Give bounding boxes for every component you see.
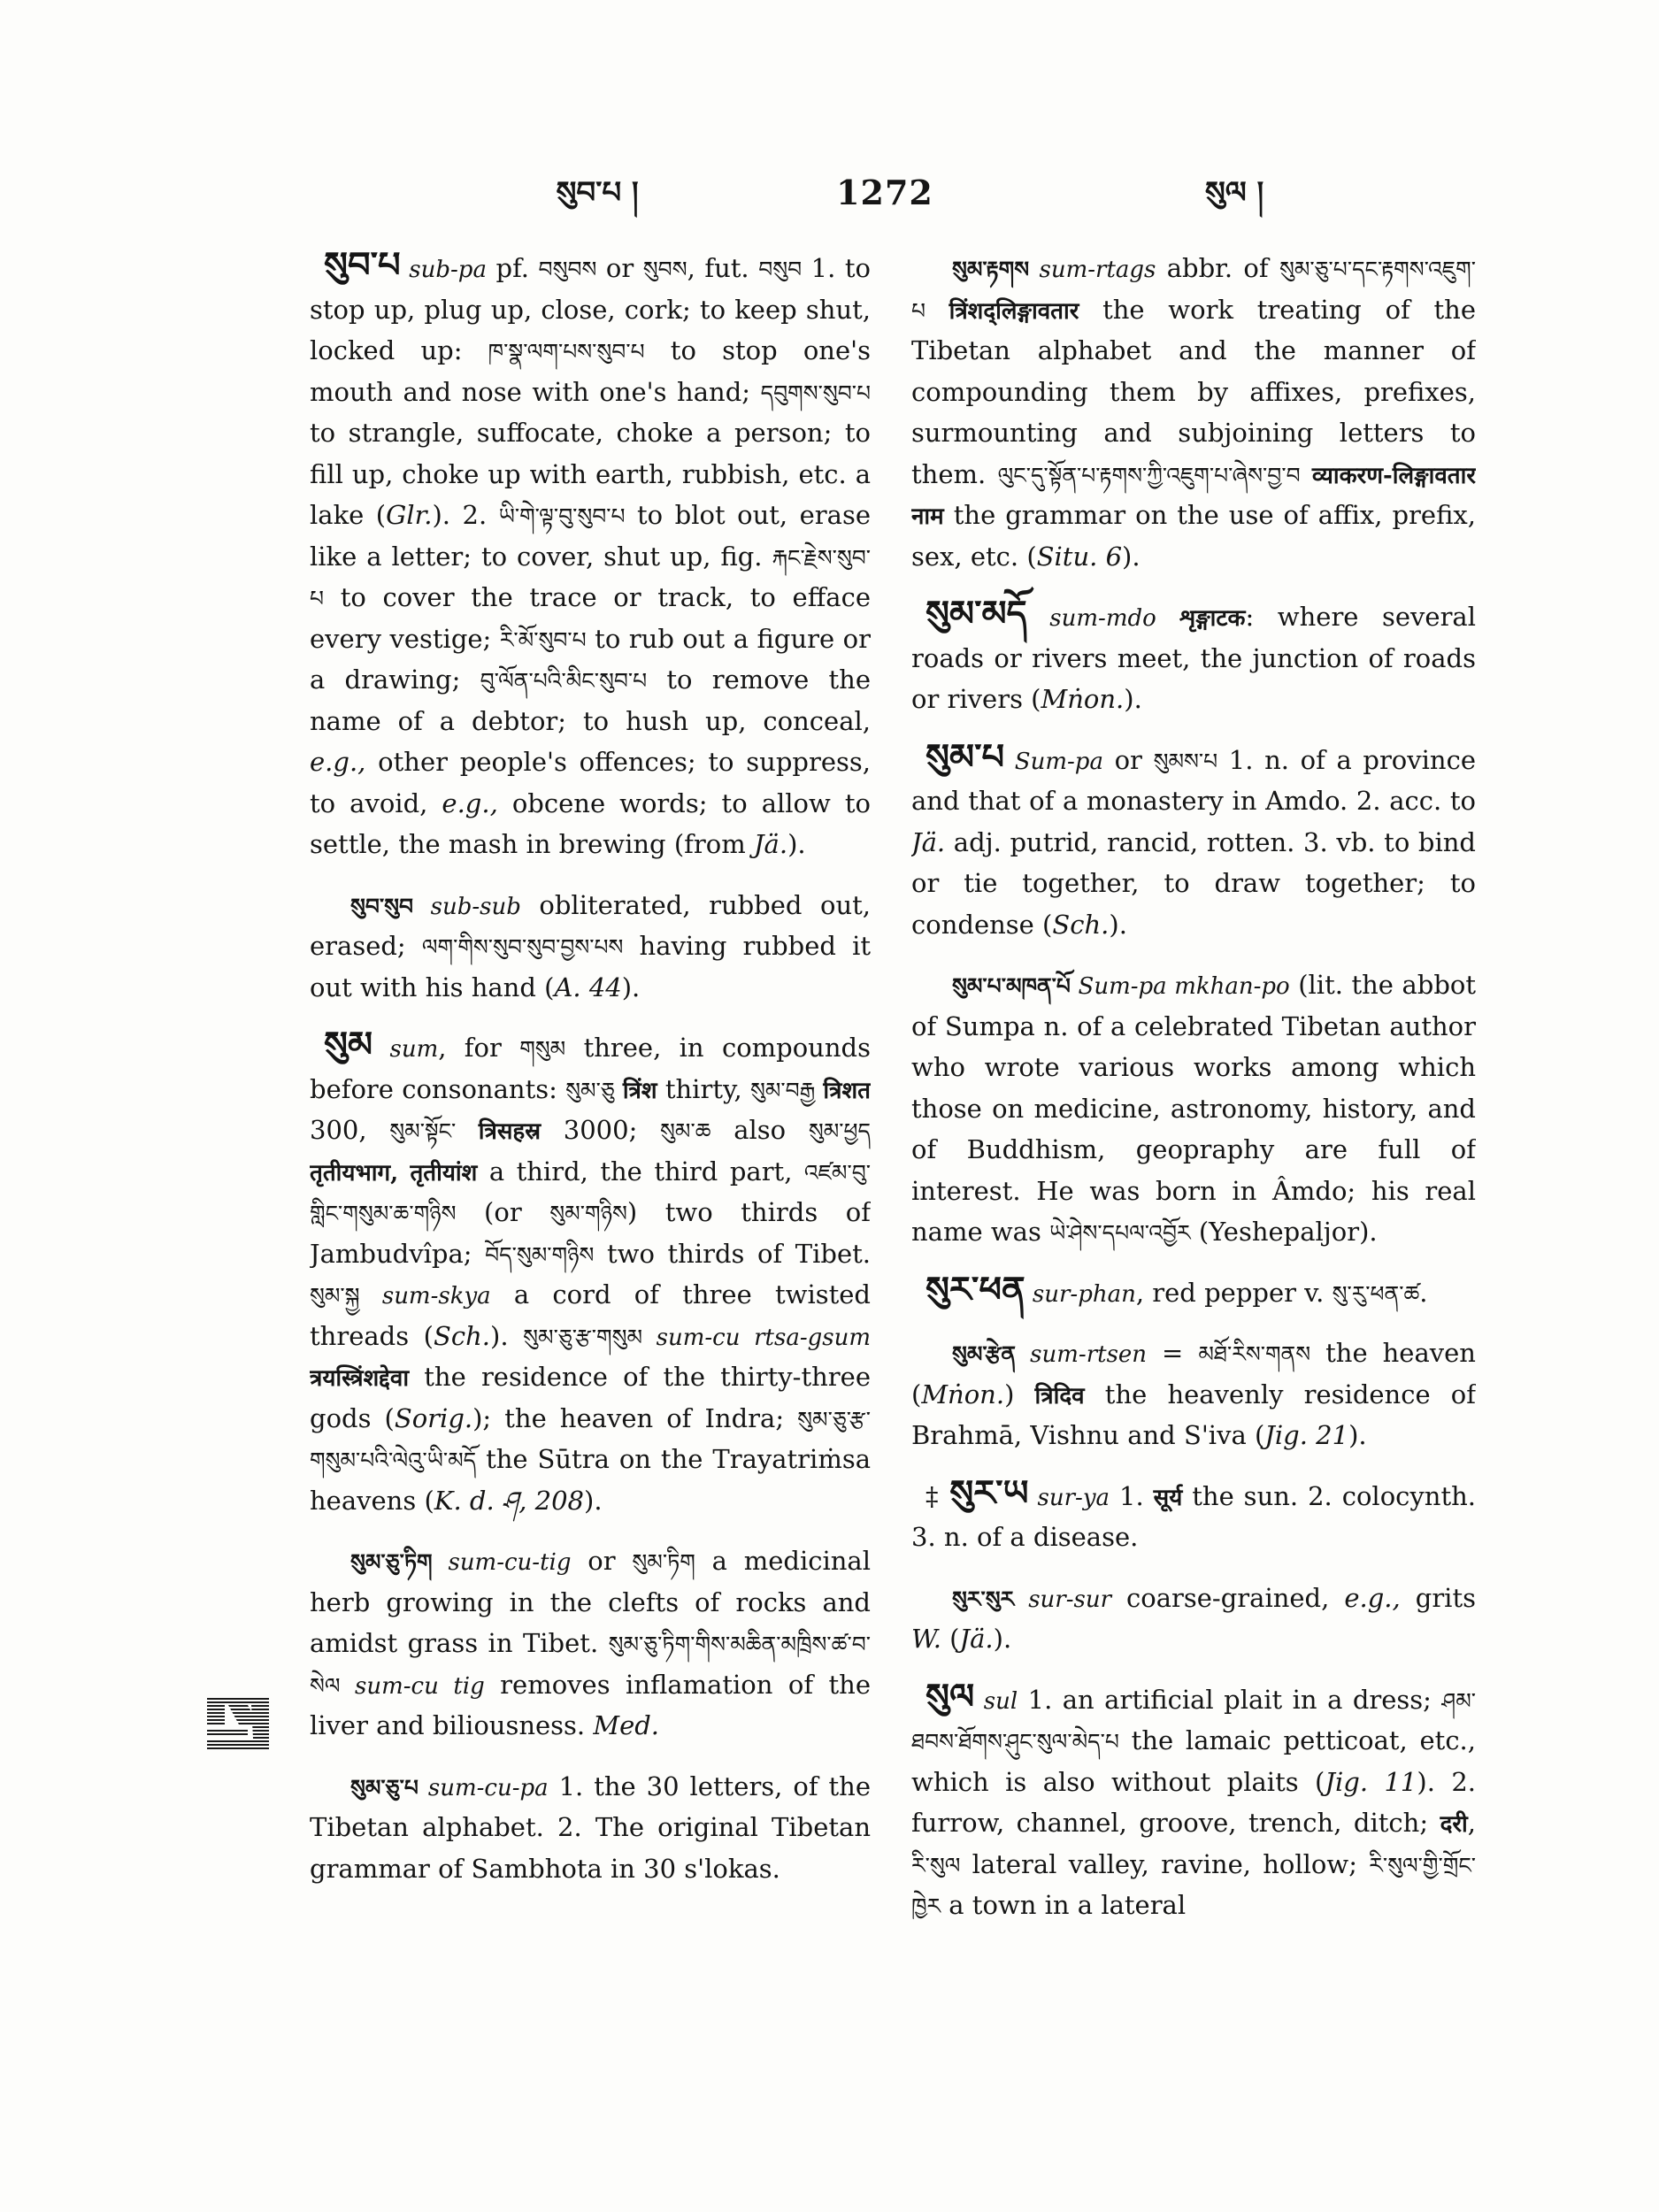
reference: e.g., xyxy=(1344,1582,1401,1613)
sanskrit-text: त्रिंश xyxy=(614,1077,657,1104)
definition-text: 1. to stop up, plug up, close, cork; to keep shut, locked up: xyxy=(310,253,871,365)
sanskrit-text: त्रिशत xyxy=(815,1077,871,1104)
romanization: sum-rtags xyxy=(1029,257,1156,283)
reference: Jig. 21 xyxy=(1264,1420,1349,1450)
definition-text: having rubbed it out with his hand ( xyxy=(310,931,871,1002)
dictionary-entry xyxy=(310,885,871,1009)
tibetan-text: སུམ་ཆ xyxy=(660,1118,711,1144)
tibetan-text: རྐང་རྗེས་སུབ་པ xyxy=(310,544,871,611)
romanization: sub-sub xyxy=(413,893,521,920)
definition-text: ). xyxy=(584,1485,603,1516)
reference: Jä. xyxy=(911,826,946,857)
reference: K. d. ཤ, 208 xyxy=(434,1485,584,1516)
tibetan-text: སུམས་པ xyxy=(1153,748,1218,774)
tibetan-text: སུམ་ཅུ་རྩ་གསུམ་པའི་ལེའུ་ཡི་མདོ xyxy=(310,1406,871,1473)
tibetan-text: བསུབས xyxy=(538,257,597,282)
romanization: sum-cu tig xyxy=(340,1672,485,1700)
tibetan-text: བུ་ལོན་པའི་མིང་སུབ་པ xyxy=(480,668,648,694)
definition-text: 3000; xyxy=(541,1115,661,1145)
tibetan-text: བོད་སུམ་གཉིས xyxy=(485,1241,595,1268)
reference: Sch. xyxy=(434,1320,491,1351)
definition-text: the work treating of the Tibetan alphabet and the manner of compounding them by affixes, prefixes, surmounting and subjoining letters to them. xyxy=(911,294,1476,489)
tibetan-text: སུམ་སྐྱ xyxy=(310,1283,360,1309)
right-column xyxy=(911,248,1476,2004)
headword-tibetan: སུམ xyxy=(324,1024,373,1065)
tibetan-text: འཛམ་བུ་གླིང་གསུམ་ཆ་གཉིས xyxy=(310,1159,871,1226)
definition-text: = xyxy=(1147,1338,1199,1368)
definition-text: obliterated, rubbed out, erased; xyxy=(310,889,871,961)
tibetan-text: རི་སུལ་གྱི་གྲོང་ཁྱེར xyxy=(911,1852,1476,1919)
definition-text: the grammar on the use of affix, prefix, sex, etc. ( xyxy=(911,500,1476,572)
dictionary-entry xyxy=(911,964,1476,1253)
definition-text: to stop one's mouth and nose with one's hand; xyxy=(310,335,871,407)
definition-text: or xyxy=(596,253,643,283)
subentry-headword-tibetan: སུབ་སུབ xyxy=(350,893,414,919)
reference: Sch. xyxy=(1052,909,1110,940)
reference: Med. xyxy=(593,1710,660,1740)
tibetan-text: དབུགས་སུབ་པ xyxy=(760,380,871,406)
dictionary-entry xyxy=(310,1540,871,1747)
dictionary-entry xyxy=(911,593,1476,720)
tibetan-text: སུམ་ཅུ xyxy=(565,1077,615,1103)
sanskrit-text: त्रिदिव xyxy=(1034,1382,1085,1409)
tibetan-text: ཤམ་ཐབས་ཐོགས་ཤུང་སུལ་མེད་པ xyxy=(911,1687,1476,1755)
definition-text: 1. n. of a province and that of a monastery in Amdo. 2. acc. to xyxy=(911,744,1476,816)
romanization: sum xyxy=(373,1036,439,1063)
definition-text: 1. the 30 letters, of the Tibetan alphabet. 2. The original Tibetan grammar of Sambhota in 30 s'lokas. xyxy=(310,1770,871,1884)
definition-text: to strangle, suffocate, choke a person; to fill up, choke up with earth, rubbish, etc. a lake ( xyxy=(310,418,871,530)
definition-text: (or xyxy=(456,1197,550,1227)
definition-text: 300, xyxy=(310,1115,390,1145)
dictionary-entry xyxy=(911,1333,1476,1456)
definition-text: ) two thirds of Jambudvîpa; xyxy=(310,1197,871,1269)
romanization: sum-cu-pa xyxy=(418,1774,549,1801)
reference: Mṅon. xyxy=(921,1379,1005,1409)
reference: Sorig. xyxy=(394,1402,473,1433)
definition-text: grits xyxy=(1400,1582,1476,1613)
subentry-headword-tibetan: སུམ་རྩེན xyxy=(952,1341,1017,1367)
definition-text: removes inflamation of the liver and biliousness. xyxy=(310,1669,871,1740)
definition-text: lateral valley, ravine, hollow; xyxy=(960,1848,1370,1879)
reference: W. xyxy=(911,1624,941,1654)
definition-text: pf. xyxy=(486,253,539,283)
reference: Mṅon. xyxy=(1041,684,1125,714)
subentry-headword-tibetan: སུམ་པ་མཁན་པོ xyxy=(952,973,1071,999)
reference: Jä. xyxy=(959,1624,994,1654)
definition-text: 1. an artificial plait in a dress; xyxy=(1018,1684,1442,1715)
tibetan-text: གསུམ xyxy=(519,1036,566,1062)
tibetan-text: མཐོ་རིས་གནས xyxy=(1198,1341,1311,1367)
reference: e.g., xyxy=(310,747,366,777)
definition-text: , red pepper v. xyxy=(1135,1277,1333,1308)
definition-text: the lamaic petticoat, etc., which is also without plaits ( xyxy=(911,1725,1476,1797)
definition-text: ). xyxy=(787,829,806,859)
tibetan-text: ཡི་གེ་ལྟ་བུ་སུབ་པ xyxy=(498,503,626,529)
reference: Jig. 11 xyxy=(1325,1766,1417,1797)
tibetan-text: སུམ་གཉིས xyxy=(549,1201,627,1226)
definition-text: thirty, xyxy=(657,1073,750,1104)
tibetan-text: ལུང་དུ་སྟོན་པ་རྟགས་ཀྱི་འཇུག་པ་ཞེས་བྱ་བ xyxy=(997,462,1301,488)
romanization: sul xyxy=(974,1687,1018,1715)
tibetan-text: སུམ་ཅུ་རྩ་གསུམ xyxy=(523,1324,642,1350)
definition-text: abbr. of xyxy=(1156,253,1279,283)
tibetan-text: སུ་རུ་ཕན་ཚ xyxy=(1332,1280,1420,1307)
definition-text: 1. xyxy=(1110,1480,1154,1511)
romanization: sum-mdo xyxy=(1026,605,1156,632)
definition-text: to blot out, erase like a letter; to cover, shut up, fig. xyxy=(310,500,871,572)
romanization: sum-cu rtsa-gsum xyxy=(642,1324,871,1351)
romanization: sur-phan xyxy=(1025,1280,1136,1308)
definition-text: ). xyxy=(621,972,641,1002)
sanskrit-text: सूर्य xyxy=(1153,1484,1183,1511)
romanization: sub-pa xyxy=(400,257,487,283)
subentry-headword-tibetan: སུམ་རྟགས xyxy=(952,257,1030,282)
dictionary-entry xyxy=(310,248,871,865)
tibetan-text: ལག་གིས་སུབ་སུབ་བྱས་པས xyxy=(421,934,624,960)
definition-text: , xyxy=(1467,1808,1476,1838)
definition-text: ); the heaven of Indra; xyxy=(472,1402,798,1433)
definition-text: two thirds of Tibet. xyxy=(594,1238,871,1269)
romanization: sum-rtsen xyxy=(1016,1341,1148,1368)
definition-text: to cover the trace or track, to efface every vestige; xyxy=(310,582,871,654)
definition-text: , for xyxy=(438,1033,520,1063)
subentry-headword-tibetan: སུམ་ཅུ་པ xyxy=(350,1774,419,1801)
definition-text: ). xyxy=(490,1320,524,1351)
definition-text: the heaven ( xyxy=(911,1338,1476,1409)
definition-text: to remove the name of a debtor; to hush up, conceal, xyxy=(310,664,871,736)
romanization: sum-skya xyxy=(359,1283,491,1310)
definition-text: the residence of the thirty-three gods ( xyxy=(310,1362,871,1433)
definition-text: a town in a lateral xyxy=(941,1890,1187,1920)
dictionary-entry xyxy=(310,1766,871,1890)
definition-text: a medicinal herb growing in the clefts of rocks and amidst grass in Tibet. xyxy=(310,1546,871,1658)
definition-text: ). xyxy=(1348,1420,1367,1450)
definition-text: to rub out a figure or a drawing; xyxy=(310,623,871,695)
definition-text: (Yeshepaljor). xyxy=(1190,1217,1378,1247)
reference: Situ. 6 xyxy=(1036,541,1123,572)
headword-tibetan: སུར་ཡ xyxy=(949,1471,1029,1514)
headword-tibetan: སུར་ཕན xyxy=(926,1268,1025,1310)
tibetan-text: སུམ་ཅུ་པ་དང་རྟགས་འཇུག་པ xyxy=(911,257,1476,324)
left-column xyxy=(310,248,871,2004)
romanization: sur-sur xyxy=(1014,1586,1112,1613)
headword-tibetan: སུལ xyxy=(926,1675,975,1717)
definition-text: ‡ xyxy=(926,1480,950,1511)
sanskrit-text: व्याकरण-लिङ्गावतार नाम xyxy=(911,462,1476,530)
definition-text: three, in compounds before consonants: xyxy=(310,1033,871,1104)
definition-text: (lit. the abbot of Sumpa n. of a celebrated Tibetan author who wrote various works among which those on medicine, astronomy, history, and of Buddhism, geopraphy are full of interest. He was born in Âmdo; his real name was xyxy=(911,970,1476,1247)
tibetan-text: རི་སུལ xyxy=(911,1852,961,1878)
romanization: sur-ya xyxy=(1028,1484,1110,1511)
tibetan-text: རི་མོ་སུབ་པ xyxy=(499,626,587,653)
reference: Jä. xyxy=(753,829,788,859)
definition-text: ). xyxy=(993,1624,1012,1654)
definition-text: the sun. 2. colocynth. 3. n. of a disease. xyxy=(911,1480,1476,1552)
definition-text: also xyxy=(710,1115,809,1145)
headword-tibetan: སུབ་པ xyxy=(324,248,401,286)
definition-text: ). xyxy=(1124,684,1142,714)
definition-text: obcene words; to allow to settle, the mash in brewing (from xyxy=(310,787,871,859)
tibetan-text: ཁ་སྣ་ལག་པས་སུབ་པ xyxy=(488,339,645,365)
sanskrit-text: दरी xyxy=(1440,1811,1468,1838)
dictionary-entry xyxy=(911,1471,1476,1558)
dictionary-entry xyxy=(911,1675,1476,1926)
tibetan-text: སུམ་ཅུ་ཏིག་གིས་མཆིན་མཁྲིས་ཚ་བ་སེལ xyxy=(310,1632,871,1699)
tibetan-text: སུབས xyxy=(642,257,687,282)
definition-text: ( xyxy=(941,1624,960,1654)
definition-text: the heavenly residence of Brahmā, Vishnu and S'iva ( xyxy=(911,1379,1476,1450)
definition-text: or xyxy=(1102,744,1154,775)
romanization: Sum-pa xyxy=(1004,748,1103,775)
tibetan-text: སུམ་ཕྱད xyxy=(808,1118,871,1144)
reference: Glr. xyxy=(386,500,433,530)
dictionary-entry xyxy=(911,735,1476,946)
running-head-right: སུལ ། xyxy=(1204,175,1264,211)
dictionary-entry xyxy=(911,1578,1476,1660)
page-number: 1272 xyxy=(836,173,933,212)
definition-text: . xyxy=(1419,1277,1428,1308)
sanskrit-text: त्रिंशद्लिङ्गावतार xyxy=(926,297,1079,325)
reference: e.g., xyxy=(442,787,498,818)
definition-text: adj. putrid, rancid, rotten. 3. vb. to bind or tie together, to draw together; to condense ( xyxy=(911,826,1476,940)
definition-text: or xyxy=(571,1546,633,1576)
tibetan-text: སུམ་སྟོང་ xyxy=(389,1118,457,1144)
definition-text: ). 2. xyxy=(432,500,499,530)
definition-text: ). xyxy=(1109,909,1127,940)
headword-tibetan: སུམ་མདོ xyxy=(926,593,1027,634)
definition-text: ). xyxy=(1122,541,1141,572)
definition-text: , fut. xyxy=(687,253,759,283)
subentry-headword-tibetan: སུམ་ཅུ་ཏིག xyxy=(350,1549,433,1575)
reference: A. 44 xyxy=(554,972,622,1002)
dictionary-entry xyxy=(911,1268,1476,1314)
definition-text: other people's offences; to suppress, to avoid, xyxy=(310,747,871,818)
romanization: Sum-pa mkhan-po xyxy=(1070,973,1290,1000)
definition-text: ). 2. furrow, channel, groove, trench, ditch; xyxy=(911,1766,1476,1838)
subentry-headword-tibetan: སུར་སུར xyxy=(952,1586,1015,1612)
tibetan-text: ཡེ་ཤེས་དཔལ་འབྱོར xyxy=(1049,1220,1191,1246)
sanskrit-text: शृङ्गाटक xyxy=(1156,605,1246,632)
definition-text: coarse-grained, xyxy=(1111,1582,1345,1613)
sanskrit-text: त्रिसहस्र xyxy=(456,1118,541,1145)
definition-text: a third, the third part, xyxy=(477,1156,804,1187)
tibetan-text: སུམ་བརྒྱ xyxy=(750,1077,816,1103)
definition-text: the Sūtra on the Trayatriṁsa heavens ( xyxy=(310,1444,871,1516)
sanskrit-text: त्रयस्त्रिंशद्देवा xyxy=(310,1365,410,1392)
headword-tibetan: སུམ་པ xyxy=(926,735,1005,778)
definition-text: : where several roads or rivers meet, the junction of roads or rivers ( xyxy=(911,602,1476,714)
section-letter-marker xyxy=(205,1694,271,1753)
dictionary-entry xyxy=(911,248,1476,577)
tibetan-text: སུམ་ཏིག xyxy=(632,1549,695,1575)
romanization: sum-cu-tig xyxy=(432,1549,572,1576)
tibetan-text: བསུབ xyxy=(758,257,803,282)
sanskrit-text: तृतीयभाग, तृतीयांश xyxy=(310,1159,478,1187)
definition-text: ) xyxy=(1004,1379,1035,1409)
dictionary-entry xyxy=(310,1024,871,1521)
definition-text: a cord of three twisted threads ( xyxy=(310,1279,871,1351)
running-head-left: སུབ་པ ། xyxy=(556,175,639,211)
